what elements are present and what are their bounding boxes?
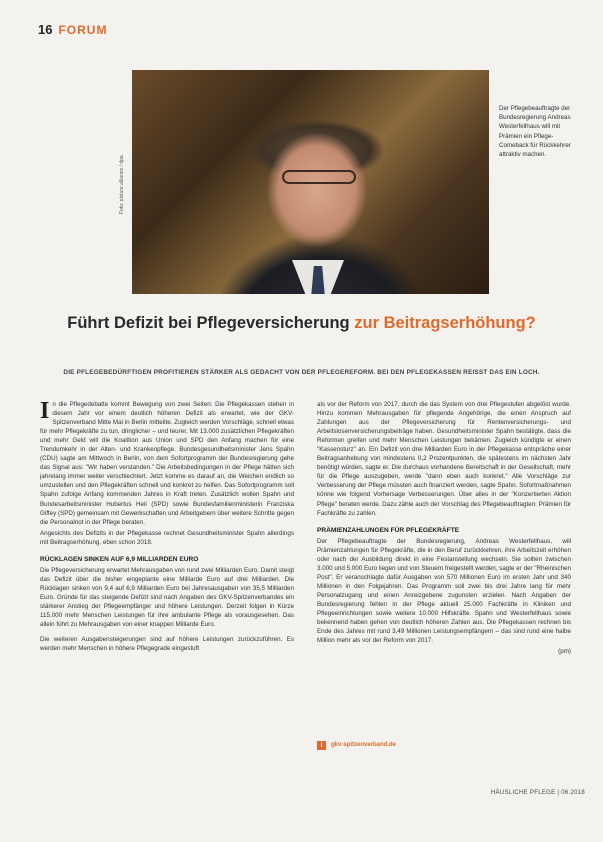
photo-credit: Foto: picture alliance / dpa: [119, 155, 125, 214]
paragraph: als vor der Reform von 2017, durch die das System von drei Pflegestufen abgelöst wurde. Hinzu kommen Mehrausgaben für pflegende Angehörige, die einen Anspruch auf Zahlungen aus der Pflegeversicherung für Rentenversicherungs- und Arbeitslosenversicherungsbeiträge haben. Gesundheitsminister Spahn bestätigte, dass die Reformen greifen und mehr Menschen Leistungen bekämen. Zugleich kündigte er einen "Kassensturz" an. Ein Defizit von drei Milliarden Euro in der Pflegekasse entspräche einer Beitragsanhebung von mindestens 0,2 Prozentpunkten, die spätestens im nächsten Jahr benötigt würden, sagte er. Die durchaus vorhandene Bereitschaft in der Gesellschaft, mehr für die Pflege auszugeben, werde "dann eben auch konkret." Alle Vorschläge zur Verbesserung der Pflege müssten auch finanziert werden, sagte Spahn. Sofortmaßnahmen könne wie folgend Vorhersage Verbesserungen. Über alles in der "Konzertierten Aktion Pflege" beraten werde. Dazu zähle auch der Vorschlag des Pflegebeauftragten: Prämien für Fachkräfte zu zahlen.: [317, 401, 571, 517]
paragraph: Die Pflegeversicherung erwartet Mehrausgaben von rund zwei Milliarden Euro. Damit steigt das Defizit über die bisher eingeplante eine Milliarde Euro auf drei Milliarden. Die Rücklagen sinken von 9,4 auf 6,9 Milliarden Euro bei Jahresausgaben von 35,5 Milliarden Euro. Gründe für das steigende Defizit sind nach Angaben des GKV-Spitzenverbandes ein stärkerer Anstieg der Pflegeempfänger und höhere Leistungen. Derzeit folgen in Kürze 115.000 mehr Menschen Leistungen für ihre ambulante Pflege als vorausgesehen. Das allein führt zu Mehrausgaben von einer knappen Milliarde Euro.: [40, 566, 294, 629]
info-icon: i: [317, 741, 326, 750]
glasses-shape: [282, 170, 356, 184]
section-label: FORUM: [58, 23, 108, 37]
headline-accent: zur Beitragserhöhung?: [354, 314, 536, 332]
page-header: [38, 22, 107, 36]
photo-caption: Der Pflegebeauftragte der Bundesregierung Andreas Westerfellhaus will mit Prämien ein Pflege-Comeback für Rückkehrer attraktiv machen.: [499, 105, 571, 159]
drop-cap: I: [40, 398, 50, 424]
article-column-right: [317, 400, 571, 658]
paragraph: Angesichts des Defizits in der Pflegekasse rechnet Gesundheitsminister Spahn allerdings mit Beitragserhöhung, eben schon 2018.: [40, 529, 294, 546]
article-subline: DIE PFLEGEBEDÜRFTIGEN PROFITIEREN STÄRKER ALS GEDACHT VON DER PFLEGEREFORM. BEI DEN PFLEGEKASSEN REISST DAS EIN LOCH.: [63, 369, 540, 376]
portrait-photo: [132, 70, 489, 294]
article-column-left: [40, 400, 294, 655]
paragraph: [40, 400, 294, 527]
subheading: RÜCKLAGEN SINKEN AUF 6,9 MILLIARDEN EURO: [40, 555, 199, 563]
author-signature: (pm): [558, 648, 571, 656]
paragraph-text: n die Pflegedebatte kommt Bewegung von zwei Seiten: Die Pflegekassen stehen in diesem Jahr vor einem deutlich höheren Defizit als erwartet, wie der GKV-Spitzenverband Mitte Mai in Berlin mitteilte. Zugleich werden Vorschläge, schnell etwas für mehr Pflegekräfte zu tun, dringlicher – und teurer. Mit 13.000 zusätzlichen Pflegekräften und mehr Geld will die Koalition aus Union und SPD den Anfang machen für eine Trendumkehr in der Alten- und Krankenpflege. Bundesgesundheitsminister Jens Spahn (CDU) sagte am Mittwoch in Berlin, von dem Sofortprogramm der Bundesregierung gehe das Signal aus: "Wir haben verstanden." Die Arbeitsbedingungen in der Pflege hätten sich jahrelang immer weiter verschlechtert. Jetzt komme es darauf an, die Weichen endlich so umzustellen und den Pflegekräften schnell und konkret zu helfen. Das Sofortprogramm soll Spahn zufolge Anfang kommenden Jahres in Kraft treten. Zusätzlich wollen Spahn und Bundesarbeitsminister Hubertus Heil (SPD) sowie Bundesfamilienministerin Franziska Giffey (SPD) gemeinsam mit Gewerkschaften und Arbeitgebern über weitere Schritte gegen die Personalnot in der Pflege beraten.: [40, 401, 294, 526]
link-text[interactable]: gkv-spitzenverband.de: [331, 742, 397, 748]
article-headline: [38, 314, 565, 333]
paragraph: Der Pflegebeauftragte der Bundesregierung, Andreas Westerfellhaus, will Prämienzahlungen für Pflegekräfte, die in den Beruf zurückkehren, ihre Arbeitszeit erhöhen oder nach der Ausbildung direkt in eine Festanstellung wechseln. Sie sollten zwischen 3.000 und 5.000 Euro liegen und von Steuern freigestellt werden, sagte er der "Rheinischen Post". Er veranschlagte dafür Ausgaben von 570 Millionen Euro im ersten Jahr und 340 Millionen in den Folgejahren. Das Programm soll zwei bis drei Jahre lang für mehr Personalzugang und einen Anreizgebene zugunsten erzielen. Nach Angaben der Bundesregierung fehlen in der Pflege aktuell 25.000 Fachkräfte in Kliniken und Pflegeeinrichtungen sowie weitere 10.000 Hilfskräfte. Spahn und Westerfellhaus sowie bekennend haben gehen von deutlich höheren Zahlen aus. Die Pflegekassen rechnen bis Ende des Jahres mit rund 3,49 Millionen Leistungsempfängern – das sind rund eine halbe Million mehr als vor der Reform von 2017.: [317, 537, 571, 645]
headline-main: Führt Defizit bei Pflegeversicherung: [67, 314, 355, 332]
subheading: PRÄMIENZAHLUNGEN FÜR PFLEGEKRÄFTE: [317, 526, 460, 534]
page-number: 16: [38, 22, 53, 37]
paragraph: Die weiteren Ausgabensteigerungen sind auf höhere Leistungen zurückzuführen. Es werden mehr Menschen in höhere Pflegegrade eingestuft: [40, 636, 294, 653]
page-footer: HÄUSLICHE PFLEGE | 06.2018: [490, 790, 585, 796]
web-link[interactable]: [317, 740, 467, 750]
